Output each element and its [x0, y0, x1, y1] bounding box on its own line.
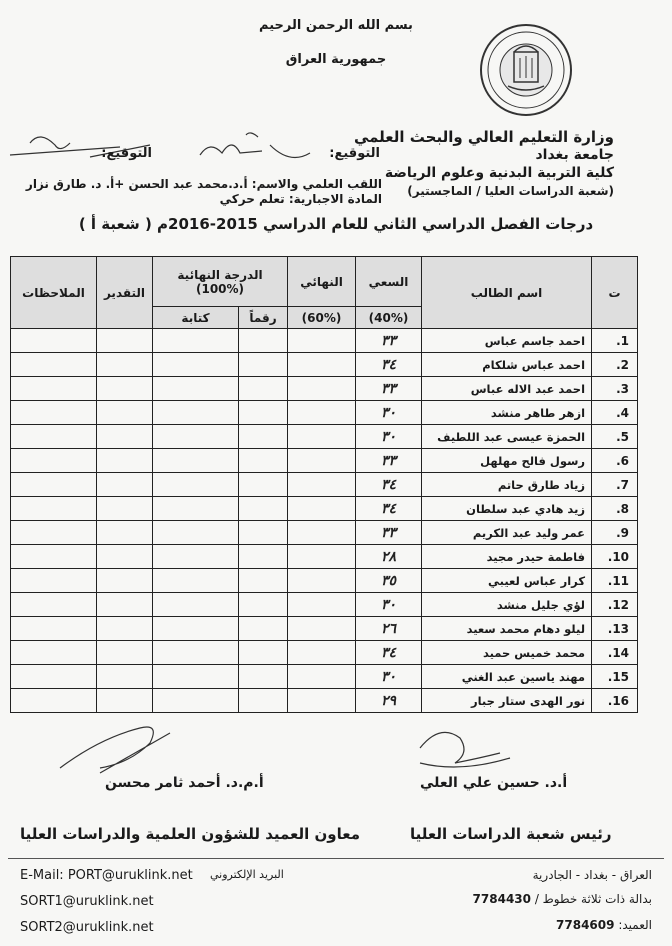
- signer-left: أ.م.د. أحمد ثامر محسن: [105, 775, 264, 791]
- effort-score: ٢٦: [356, 617, 422, 641]
- handwritten-signatures-top: [0, 125, 320, 175]
- header-effort-pct: (40%): [356, 307, 422, 329]
- row-number: 9.: [592, 521, 638, 545]
- header-effort: السعي: [356, 257, 422, 307]
- grade-cell: [97, 617, 153, 641]
- final-score: [288, 497, 356, 521]
- student-name: كرار عباس لعيبي: [422, 569, 592, 593]
- notes-cell: [11, 401, 97, 425]
- header-final-pct: (60%): [288, 307, 356, 329]
- effort-score: ٣٣: [356, 377, 422, 401]
- email-3: SORT2@uruklink.net: [20, 920, 154, 935]
- notes-cell: [11, 425, 97, 449]
- final-score: [288, 521, 356, 545]
- row-number: 12.: [592, 593, 638, 617]
- notes-cell: [11, 665, 97, 689]
- final-grade-pct: (100%): [195, 281, 245, 296]
- grade-cell: [97, 473, 153, 497]
- subject-line: المادة الاجبارية: تعلم حركي: [219, 192, 382, 206]
- digits-cell: [239, 593, 288, 617]
- table-row: [11, 329, 638, 353]
- table-row: [11, 641, 638, 665]
- header-number: ت: [592, 257, 638, 329]
- email-2: SORT1@uruklink.net: [20, 894, 154, 909]
- effort-score: ٣٤: [356, 497, 422, 521]
- phone-label: بدالة ذات ثلاثة خطوط /: [534, 892, 652, 906]
- table-row: [11, 497, 638, 521]
- student-name: لؤي جليل منشد: [422, 593, 592, 617]
- role-left: معاون العميد للشؤون العلمية والدراسات العليا: [20, 825, 361, 843]
- row-number: 16.: [592, 689, 638, 713]
- effort-score: ٢٩: [356, 689, 422, 713]
- notes-cell: [11, 449, 97, 473]
- effort-score: ٢٨: [356, 545, 422, 569]
- row-number: 13.: [592, 617, 638, 641]
- notes-cell: [11, 545, 97, 569]
- header-digits: رقماً: [239, 307, 288, 329]
- footer-divider: [8, 858, 664, 859]
- digits-cell: [239, 401, 288, 425]
- phone-number: 7784430: [472, 892, 531, 906]
- grade-cell: [97, 329, 153, 353]
- digits-cell: [239, 617, 288, 641]
- words-cell: [153, 425, 239, 449]
- student-name: مهند ياسين عبد الغني: [422, 665, 592, 689]
- student-name: فاطمة حيدر مجيد: [422, 545, 592, 569]
- student-name: رسول فالح مهلهل: [422, 449, 592, 473]
- effort-score: ٣٠: [356, 665, 422, 689]
- final-score: [288, 377, 356, 401]
- email-label: البريد الإلكتروني: [210, 868, 284, 881]
- table-row: [11, 545, 638, 569]
- student-name: احمد عبد الاله عباس: [422, 377, 592, 401]
- department-name: (شعبة الدراسات العليا / الماجستير): [407, 184, 614, 198]
- document-title: درجات الفصل الدراسي الثاني للعام الدراسي 2015-2016م ( شعبة أ ): [78, 215, 594, 233]
- final-score: [288, 593, 356, 617]
- notes-cell: [11, 689, 97, 713]
- grades-table: [10, 256, 638, 713]
- grade-cell: [97, 545, 153, 569]
- words-cell: [153, 473, 239, 497]
- role-right: رئيس شعبة الدراسات العليا: [410, 825, 612, 843]
- digits-cell: [239, 377, 288, 401]
- digits-cell: [239, 353, 288, 377]
- grade-cell: [97, 353, 153, 377]
- address: العراق - بغداد - الجادرية: [532, 868, 652, 882]
- words-cell: [153, 617, 239, 641]
- notes-cell: [11, 497, 97, 521]
- words-cell: [153, 353, 239, 377]
- words-cell: [153, 665, 239, 689]
- grade-cell: [97, 401, 153, 425]
- signer-right: أ.د. حسين علي العلي: [420, 775, 568, 791]
- row-number: 11.: [592, 569, 638, 593]
- ministry-block: [354, 128, 614, 200]
- digits-cell: [239, 329, 288, 353]
- row-number: 14.: [592, 641, 638, 665]
- effort-score: ٣٠: [356, 401, 422, 425]
- final-score: [288, 641, 356, 665]
- student-name: احمد جاسم عباس: [422, 329, 592, 353]
- words-cell: [153, 401, 239, 425]
- student-name: نور الهدى ستار جبار: [422, 689, 592, 713]
- university-name: جامعة بغداد: [535, 147, 614, 163]
- effort-score: ٣٤: [356, 641, 422, 665]
- effort-score: ٣٠: [356, 593, 422, 617]
- digits-cell: [239, 569, 288, 593]
- table-row: [11, 449, 638, 473]
- dean-label: العميد:: [618, 918, 652, 932]
- notes-cell: [11, 473, 97, 497]
- notes-cell: [11, 329, 97, 353]
- row-number: 1.: [592, 329, 638, 353]
- notes-cell: [11, 641, 97, 665]
- table-row: [11, 473, 638, 497]
- words-cell: [153, 497, 239, 521]
- row-number: 7.: [592, 473, 638, 497]
- phone-line: [473, 892, 652, 906]
- dean-line: [556, 918, 652, 932]
- final-score: [288, 617, 356, 641]
- header-notes: الملاحظات: [11, 257, 97, 329]
- header-student-name: اسم الطالب: [422, 257, 592, 329]
- effort-score: ٣٤: [356, 353, 422, 377]
- effort-score: ٣٤: [356, 473, 422, 497]
- final-grade-label: الدرجة النهائية: [177, 267, 263, 282]
- grade-cell: [97, 497, 153, 521]
- header-final: النهائي: [288, 257, 356, 307]
- header-words: كتابة: [153, 307, 239, 329]
- words-cell: [153, 449, 239, 473]
- digits-cell: [239, 545, 288, 569]
- effort-score: ٣٣: [356, 521, 422, 545]
- final-score: [288, 569, 356, 593]
- grade-cell: [97, 641, 153, 665]
- words-cell: [153, 593, 239, 617]
- student-name: الحمزة عيسى عبد اللطيف: [422, 425, 592, 449]
- effort-score: ٣٣: [356, 329, 422, 353]
- university-seal: [478, 22, 574, 118]
- final-score: [288, 449, 356, 473]
- signature-label-2: التوقيع:: [101, 146, 152, 161]
- student-name: ازهر طاهر منشد: [422, 401, 592, 425]
- row-number: 2.: [592, 353, 638, 377]
- digits-cell: [239, 641, 288, 665]
- signature-label-1: التوقيع:: [329, 146, 380, 161]
- effort-score: ٣٠: [356, 425, 422, 449]
- table-row: [11, 569, 638, 593]
- digits-cell: [239, 449, 288, 473]
- table-row: [11, 521, 638, 545]
- effort-score: ٣٣: [356, 449, 422, 473]
- republic-name: جمهورية العراق: [285, 52, 387, 67]
- grade-cell: [97, 521, 153, 545]
- ministry-name: وزارة التعليم العالي والبحث العلمي: [353, 128, 614, 146]
- digits-cell: [239, 689, 288, 713]
- student-name: زياد طارق حاتم: [422, 473, 592, 497]
- table-row: [11, 665, 638, 689]
- college-name: كلية التربية البدنية وعلوم الرياضة: [384, 165, 614, 181]
- digits-cell: [239, 497, 288, 521]
- student-name: محمد خميس حميد: [422, 641, 592, 665]
- row-number: 4.: [592, 401, 638, 425]
- row-number: 3.: [592, 377, 638, 401]
- table-row: [11, 353, 638, 377]
- row-number: 5.: [592, 425, 638, 449]
- basmala: بسم الله الرحمن الرحيم: [259, 18, 413, 33]
- grade-cell: [97, 425, 153, 449]
- final-score: [288, 689, 356, 713]
- dean-phone: 7784609: [556, 918, 615, 932]
- words-cell: [153, 521, 239, 545]
- grade-cell: [97, 569, 153, 593]
- grade-cell: [97, 449, 153, 473]
- words-cell: [153, 377, 239, 401]
- header-final-grade: [153, 257, 288, 307]
- digits-cell: [239, 473, 288, 497]
- digits-cell: [239, 425, 288, 449]
- table-row: [11, 593, 638, 617]
- final-score: [288, 473, 356, 497]
- grade-cell: [97, 377, 153, 401]
- effort-score: ٣٥: [356, 569, 422, 593]
- words-cell: [153, 545, 239, 569]
- digits-cell: [239, 521, 288, 545]
- grade-cell: [97, 593, 153, 617]
- student-name: عمر وليد عبد الكريم: [422, 521, 592, 545]
- digits-cell: [239, 665, 288, 689]
- student-name: زيد هادي عبد سلطان: [422, 497, 592, 521]
- header-grade: التقدير: [97, 257, 153, 329]
- final-score: [288, 665, 356, 689]
- row-number: 6.: [592, 449, 638, 473]
- final-score: [288, 353, 356, 377]
- notes-cell: [11, 377, 97, 401]
- notes-cell: [11, 521, 97, 545]
- email-1: E-Mail: PORT@uruklink.net: [20, 868, 193, 883]
- student-name: احمد عباس شلكام: [422, 353, 592, 377]
- final-score: [288, 545, 356, 569]
- final-score: [288, 425, 356, 449]
- final-score: [288, 401, 356, 425]
- words-cell: [153, 569, 239, 593]
- row-number: 10.: [592, 545, 638, 569]
- handwritten-signatures-bottom: [40, 718, 640, 778]
- notes-cell: [11, 593, 97, 617]
- table-row: [11, 377, 638, 401]
- words-cell: [153, 329, 239, 353]
- row-number: 8.: [592, 497, 638, 521]
- notes-cell: [11, 353, 97, 377]
- title-and-name: اللقب العلمي والاسم: أ.د.محمد عبد الحسن +أ. د. طارق نزار: [25, 177, 382, 191]
- grade-cell: [97, 689, 153, 713]
- table-row: [11, 689, 638, 713]
- final-score: [288, 329, 356, 353]
- table-row: [11, 617, 638, 641]
- words-cell: [153, 689, 239, 713]
- table-row: [11, 401, 638, 425]
- row-number: 15.: [592, 665, 638, 689]
- table-row: [11, 425, 638, 449]
- notes-cell: [11, 617, 97, 641]
- grade-cell: [97, 665, 153, 689]
- notes-cell: [11, 569, 97, 593]
- words-cell: [153, 641, 239, 665]
- student-name: ليلو دهام محمد سعيد: [422, 617, 592, 641]
